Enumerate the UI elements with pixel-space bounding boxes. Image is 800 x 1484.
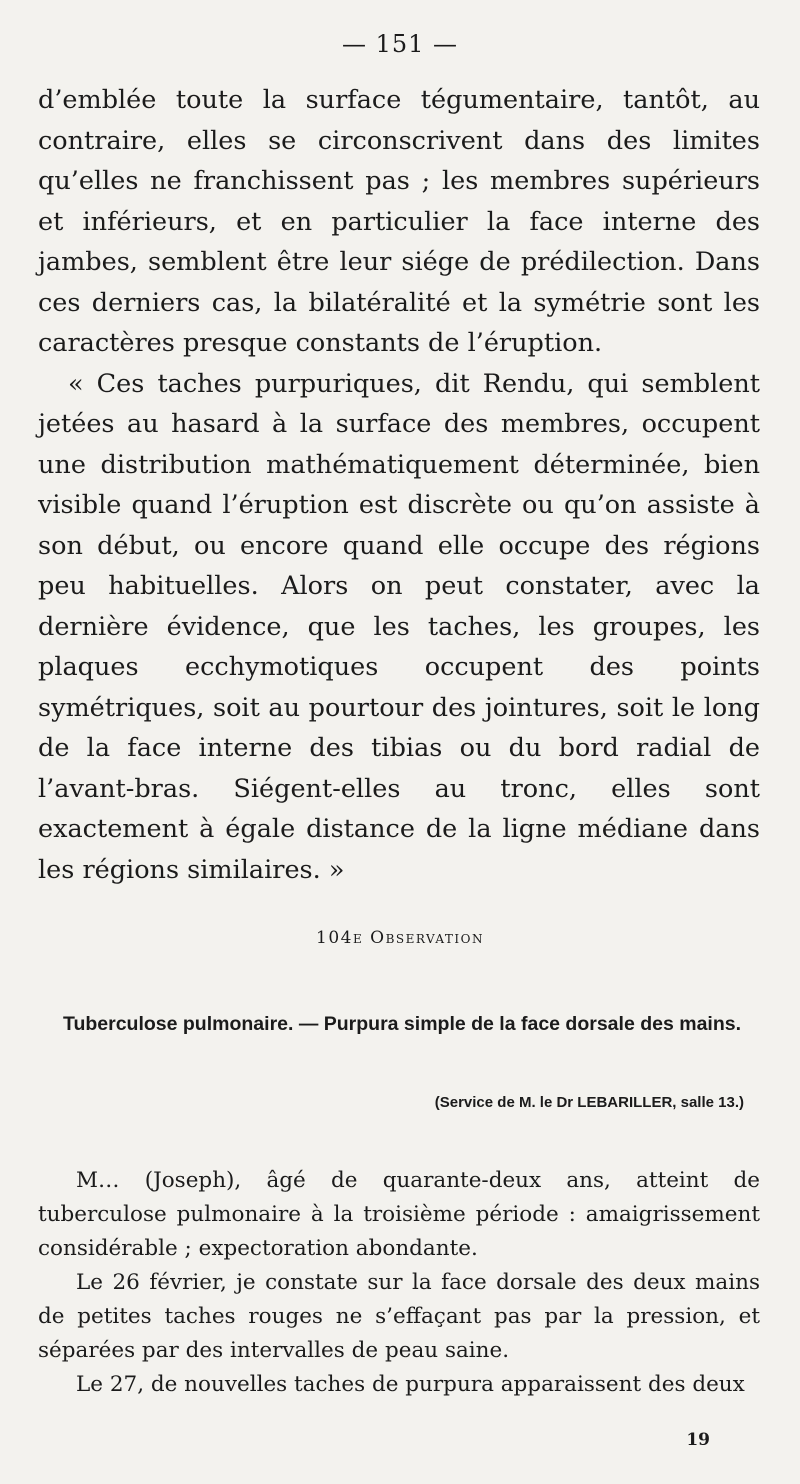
body-text [38,80,760,890]
service-note: (Service de M. le Dr LEBARILLER, salle 13.) [434,1094,744,1111]
case-paragraph: Le 27, de nouvelles taches de purpura apparaissent des deux [76,1372,745,1397]
signature-mark: 19 [686,1430,710,1450]
page-number: — 151 — [341,30,459,58]
case-text [38,1164,760,1402]
body-paragraph: « Ces taches purpuriques, dit Rendu, qui semblent jetées au hasard à la surface des membres, occupent une distribution mathématiquement déterminée, bien visible quand l’éruption est discrète ou qu’on assiste à son début, ou encore quand elle occupe des régions peu habituelles. Alors on peut constater, avec la dernière évidence, que les taches, les groupes, les plaques ecchymotiques occupent des points symétriques, soit au pourtour des jointures, soit le long de la face interne des tibias ou du bord radial de l’avant-bras. Siégent-elles au tronc, elles sont exactement à égale distance de la ligne médiane dans les régions similaires. » [38,368,760,885]
body-paragraph: d’emblée toute la surface tégumentaire, tantôt, au contraire, elles se circonscrivent dans des limites qu’elles ne franchissent pas ; les membres supérieurs et inférieurs, et en particulier la face interne des jambes, semblent être leur siége de prédilection. Dans ces derniers cas, la bilatéralité et la symétrie sont les caractères presque constants de l’éruption. [38,85,760,358]
observation-title: Tuberculose pulmonaire. — Purpura simple de la face dorsale des mains. [62,1013,741,1035]
observation-heading: 104e Observation [316,928,484,948]
case-paragraph: Le 26 février, je constate sur la face dorsale des deux mains de petites taches rouges ne s’effaçant pas par la pression, et séparées par des intervalles de peau saine. [38,1270,760,1363]
case-paragraph: M… (Joseph), âgé de quarante-deux ans, atteint de tuberculose pulmonaire à la troisième période : amaigrissement considérable ; expectoration abondante. [38,1168,760,1261]
